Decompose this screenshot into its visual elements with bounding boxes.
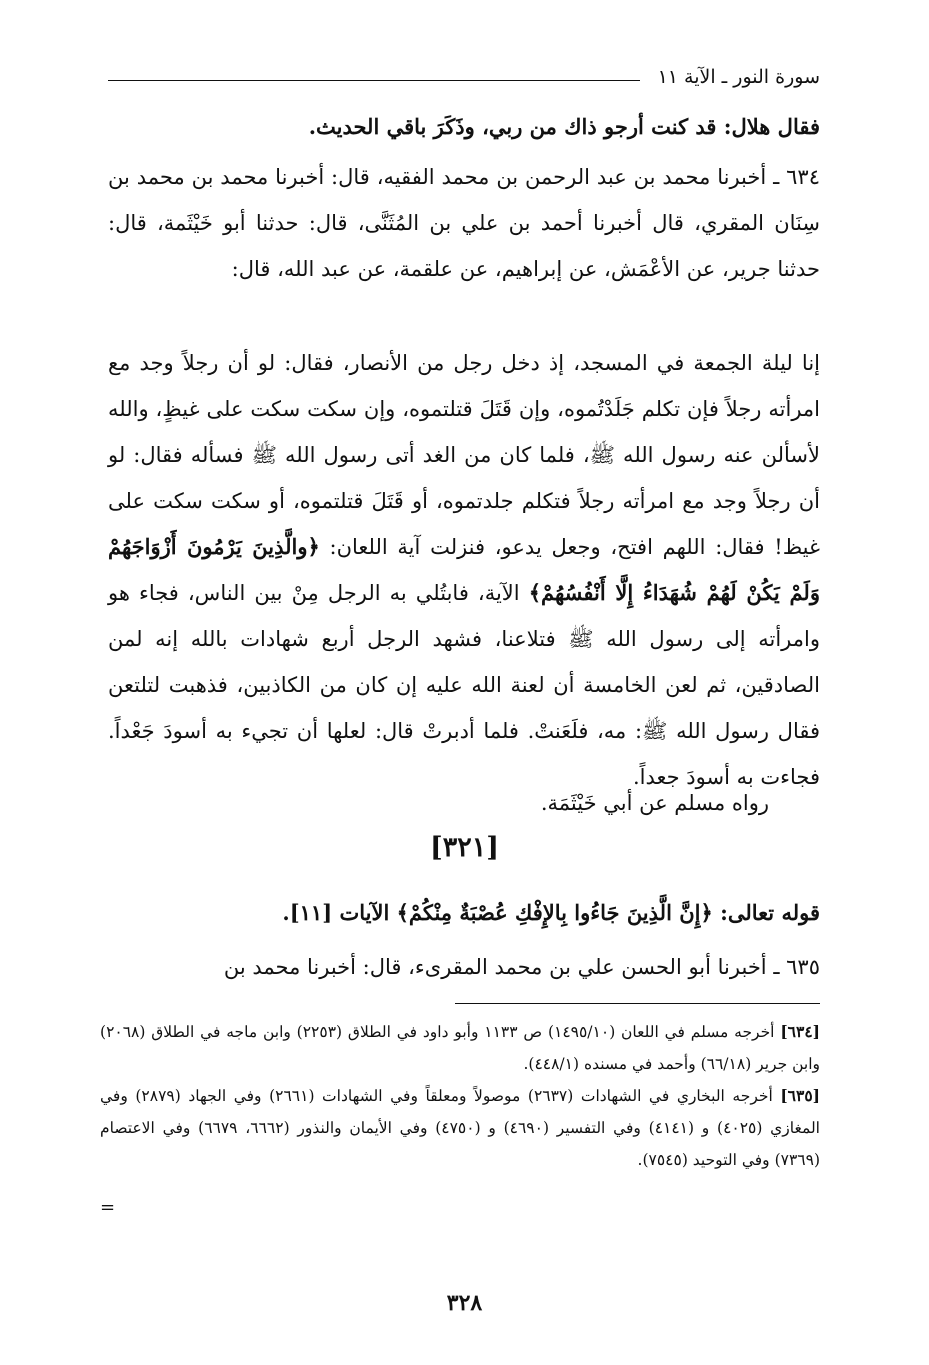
footnote-634	[100, 1016, 820, 1080]
footnote-continuation-mark: =	[100, 1197, 116, 1218]
footnotes	[100, 1016, 820, 1176]
isnad-634: ٦٣٤ ـ أخبرنا محمد بن عبد الرحمن بن محمد الفقيه، قال: أخبرنا محمد بن محمد بن سِنَان المقري، قال أخبرنا أحمد بن علي بن المُثَنَّى، قال: حدثنا أبو خَيْثَمة، قال: حدثنا جرير، عن الأعْمَش، عن إبراهيم، عن علقمة، عن عبد الله، قال:	[108, 165, 820, 281]
header-rule	[108, 80, 640, 81]
footnote-635-text: أخرجه البخاري في الشهادات (٢٦٣٧) موصولاً ومعلقاً وفي الشهادات (٢٦٦١) وفي الجهاد (٢٨٧٩) وفي المغازي (٤٠٢٥) و (٤١٤١) وفي التفسير (٤٦٩٠) و (٤٧٥٠) وفي الأيمان والنذور (٦٦٦٢، ٦٦٧٩) وفي الاعتصام (٧٣٦٩) وفي التوحيد (٧٥٤٥).	[100, 1087, 820, 1169]
hadith-text-after-verse: الآية، فابتُلي به الرجل مِنْ بين الناس، فجاء هو وامرأته إلى رسول الله ﷺ فتلاعنا، فشهد الرجل أربع شهادات بالله إنه لمن الصادقين، ثم لعن الخامسة أن لعنة الله عليه إن كان من الكاذبين، فذهبت لتلتعن فقال رسول الله ﷺ: مه، فلَعَنتْ. فلما أدبرتْ قال: لعلها أن تجيء به أسودَ جَعْداً. فجاءت به أسودَ جعداً.	[108, 581, 820, 789]
footnote-635	[100, 1080, 820, 1176]
footnote-634-text: أخرجه مسلم في اللعان (١٤٩٥/١٠) ص ١١٣٣ وأبو داود في الطلاق (٢٢٥٣) وابن ماجه في الطلاق (٢٠٦٨) وابن جرير (٦٦/١٨) وأحمد في مسنده (٤٤٨/١).	[100, 1023, 820, 1073]
page-number: ٣٢٨	[446, 1290, 483, 1316]
section-number: [٣٢١]	[429, 832, 500, 863]
verse-heading	[108, 890, 820, 936]
footnote-634-tag: [٦٣٤]	[780, 1022, 820, 1041]
hadith-634	[108, 340, 820, 800]
quran-verse-ifk: ﴿إِنَّ الَّذِينَ جَاءُوا بِالإِفْكِ عُصْبَةٌ مِنْكُمْ﴾	[396, 900, 713, 925]
footnote-635-tag: [٦٣٥]	[780, 1086, 820, 1105]
continuation-line: فقال هلال: قد كنت أرجو ذاك من ربي، وذَكَرَ باقي الحديث.	[308, 114, 820, 139]
narration-source: رواه مسلم عن أبي خَيْثَمَة.	[540, 791, 769, 815]
verse-intro: قوله تعالى:	[720, 900, 820, 925]
running-header	[108, 66, 820, 96]
footnote-rule	[455, 1003, 820, 1004]
header-title: سورة النور ـ الآية ١١	[650, 66, 820, 88]
verse-outro: الآيات [١١].	[282, 900, 390, 925]
hadith-text-before-verse: إنا ليلة الجمعة في المسجد، إذ دخل رجل من الأنصار، فقال: لو أن رجلاً وجد مع امرأته رجلاً فإن تكلم جَلَدْتُموه، وإن قَتَلَ قتلتموه، وإن سكت سكت على غيظٍ، والله لأسألن عنه رسول الله ﷺ، فلما كان من الغد أتى رسول الله ﷺ فسأله فقال: لو أن رجلاً وجد مع امرأته رجلاً فتكلم جلدتموه، أو قَتَلَ قتلتموه، أو سكت سكت على غيظ! فقال: اللهم افتح، وجعل يدعو، فنزلت آية اللعان:	[108, 351, 820, 559]
isnad-635: ٦٣٥ ـ أخبرنا أبو الحسن علي بن محمد المقرىء، قال: أخبرنا محمد بن	[223, 955, 820, 979]
quran-verse-lian: ﴿والَّذِينَ يَرْمُونَ أَزْوَاجَهُمْ وَلَمْ يَكُنْ لَهُمْ شُهَدَاءُ إِلَّا أَنْفُسُهُمْ﴾	[108, 534, 820, 605]
